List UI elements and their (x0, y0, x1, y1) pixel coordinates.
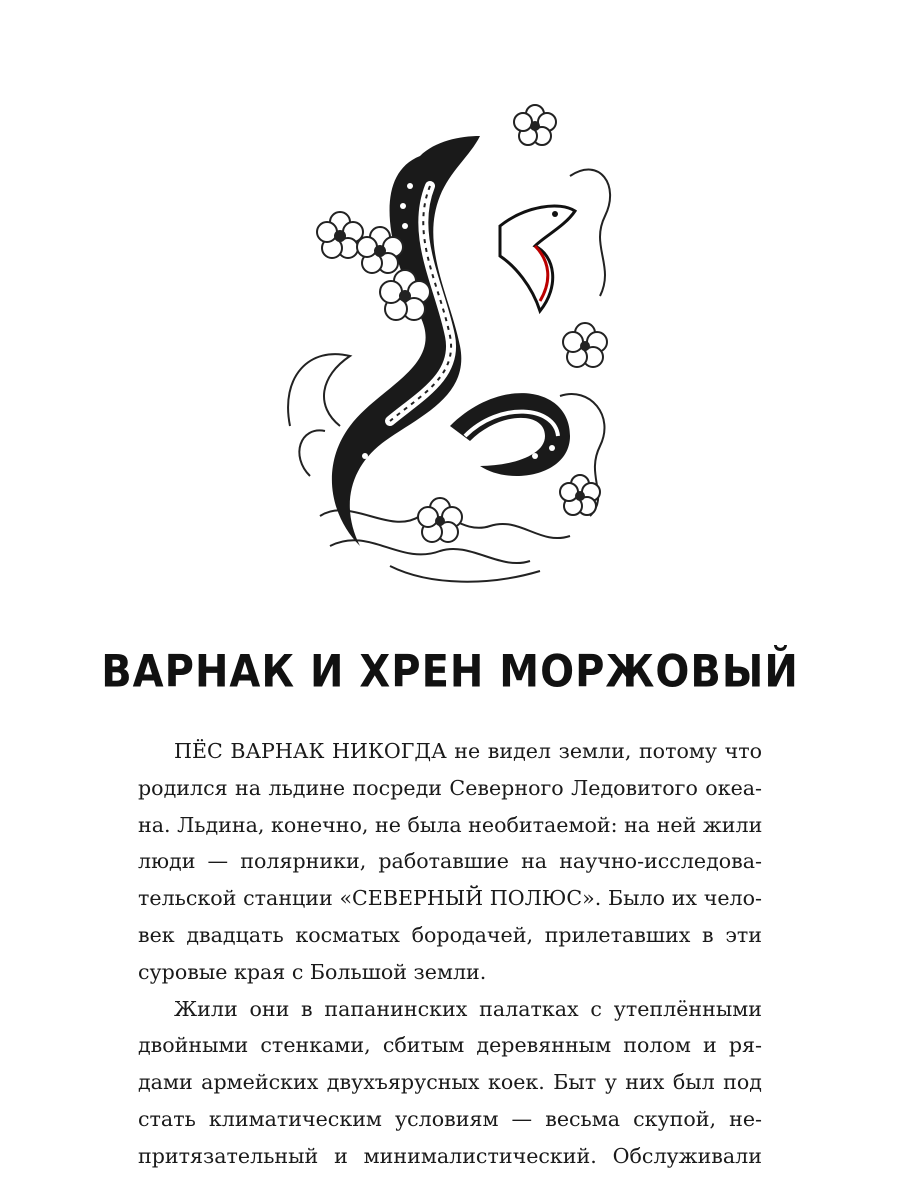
text-line: двойными стенками, сбитым деревянным полом и ря- (138, 1033, 762, 1058)
text-line: Жили они в папанинских палатках с утеплёнными (174, 996, 762, 1021)
text-line: на. Льдина, конечно, не была необитаемой: на ней жили (138, 812, 763, 837)
text-line: суровые края с Большой земли. (138, 959, 487, 984)
text-line: притязательный и минималистический. Обслуживали (138, 1143, 762, 1168)
snake-with-flowers-illustration (270, 96, 630, 596)
text-line: ПЁС ВАРНАК НИКОГДА не видел земли, потому что (174, 739, 762, 763)
chapter-title: ВАРНАК И ХРЕН МОРЖОВЫЙ (101, 646, 799, 698)
paragraph-2 (138, 991, 762, 1175)
text-line: стать климатическим условиям — весьма скупой, не- (138, 1106, 762, 1131)
text-line: тельской станции «СЕВЕРНЫЙ ПОЛЮС». Было их чело- (138, 886, 762, 911)
paragraph-1 (138, 733, 762, 991)
text-line: дами армейских двухъярусных коек. Быт у них был под (138, 1070, 762, 1095)
text-line: век двадцать косматых бородачей, прилетавших в эти (138, 922, 762, 947)
body-text (138, 733, 762, 1175)
snake-illustration (270, 96, 630, 596)
text-line: родился на льдине посреди Северного Ледовитого океа- (138, 775, 762, 800)
text-line: люди — полярники, работавшие на научно-исследова- (138, 849, 762, 874)
